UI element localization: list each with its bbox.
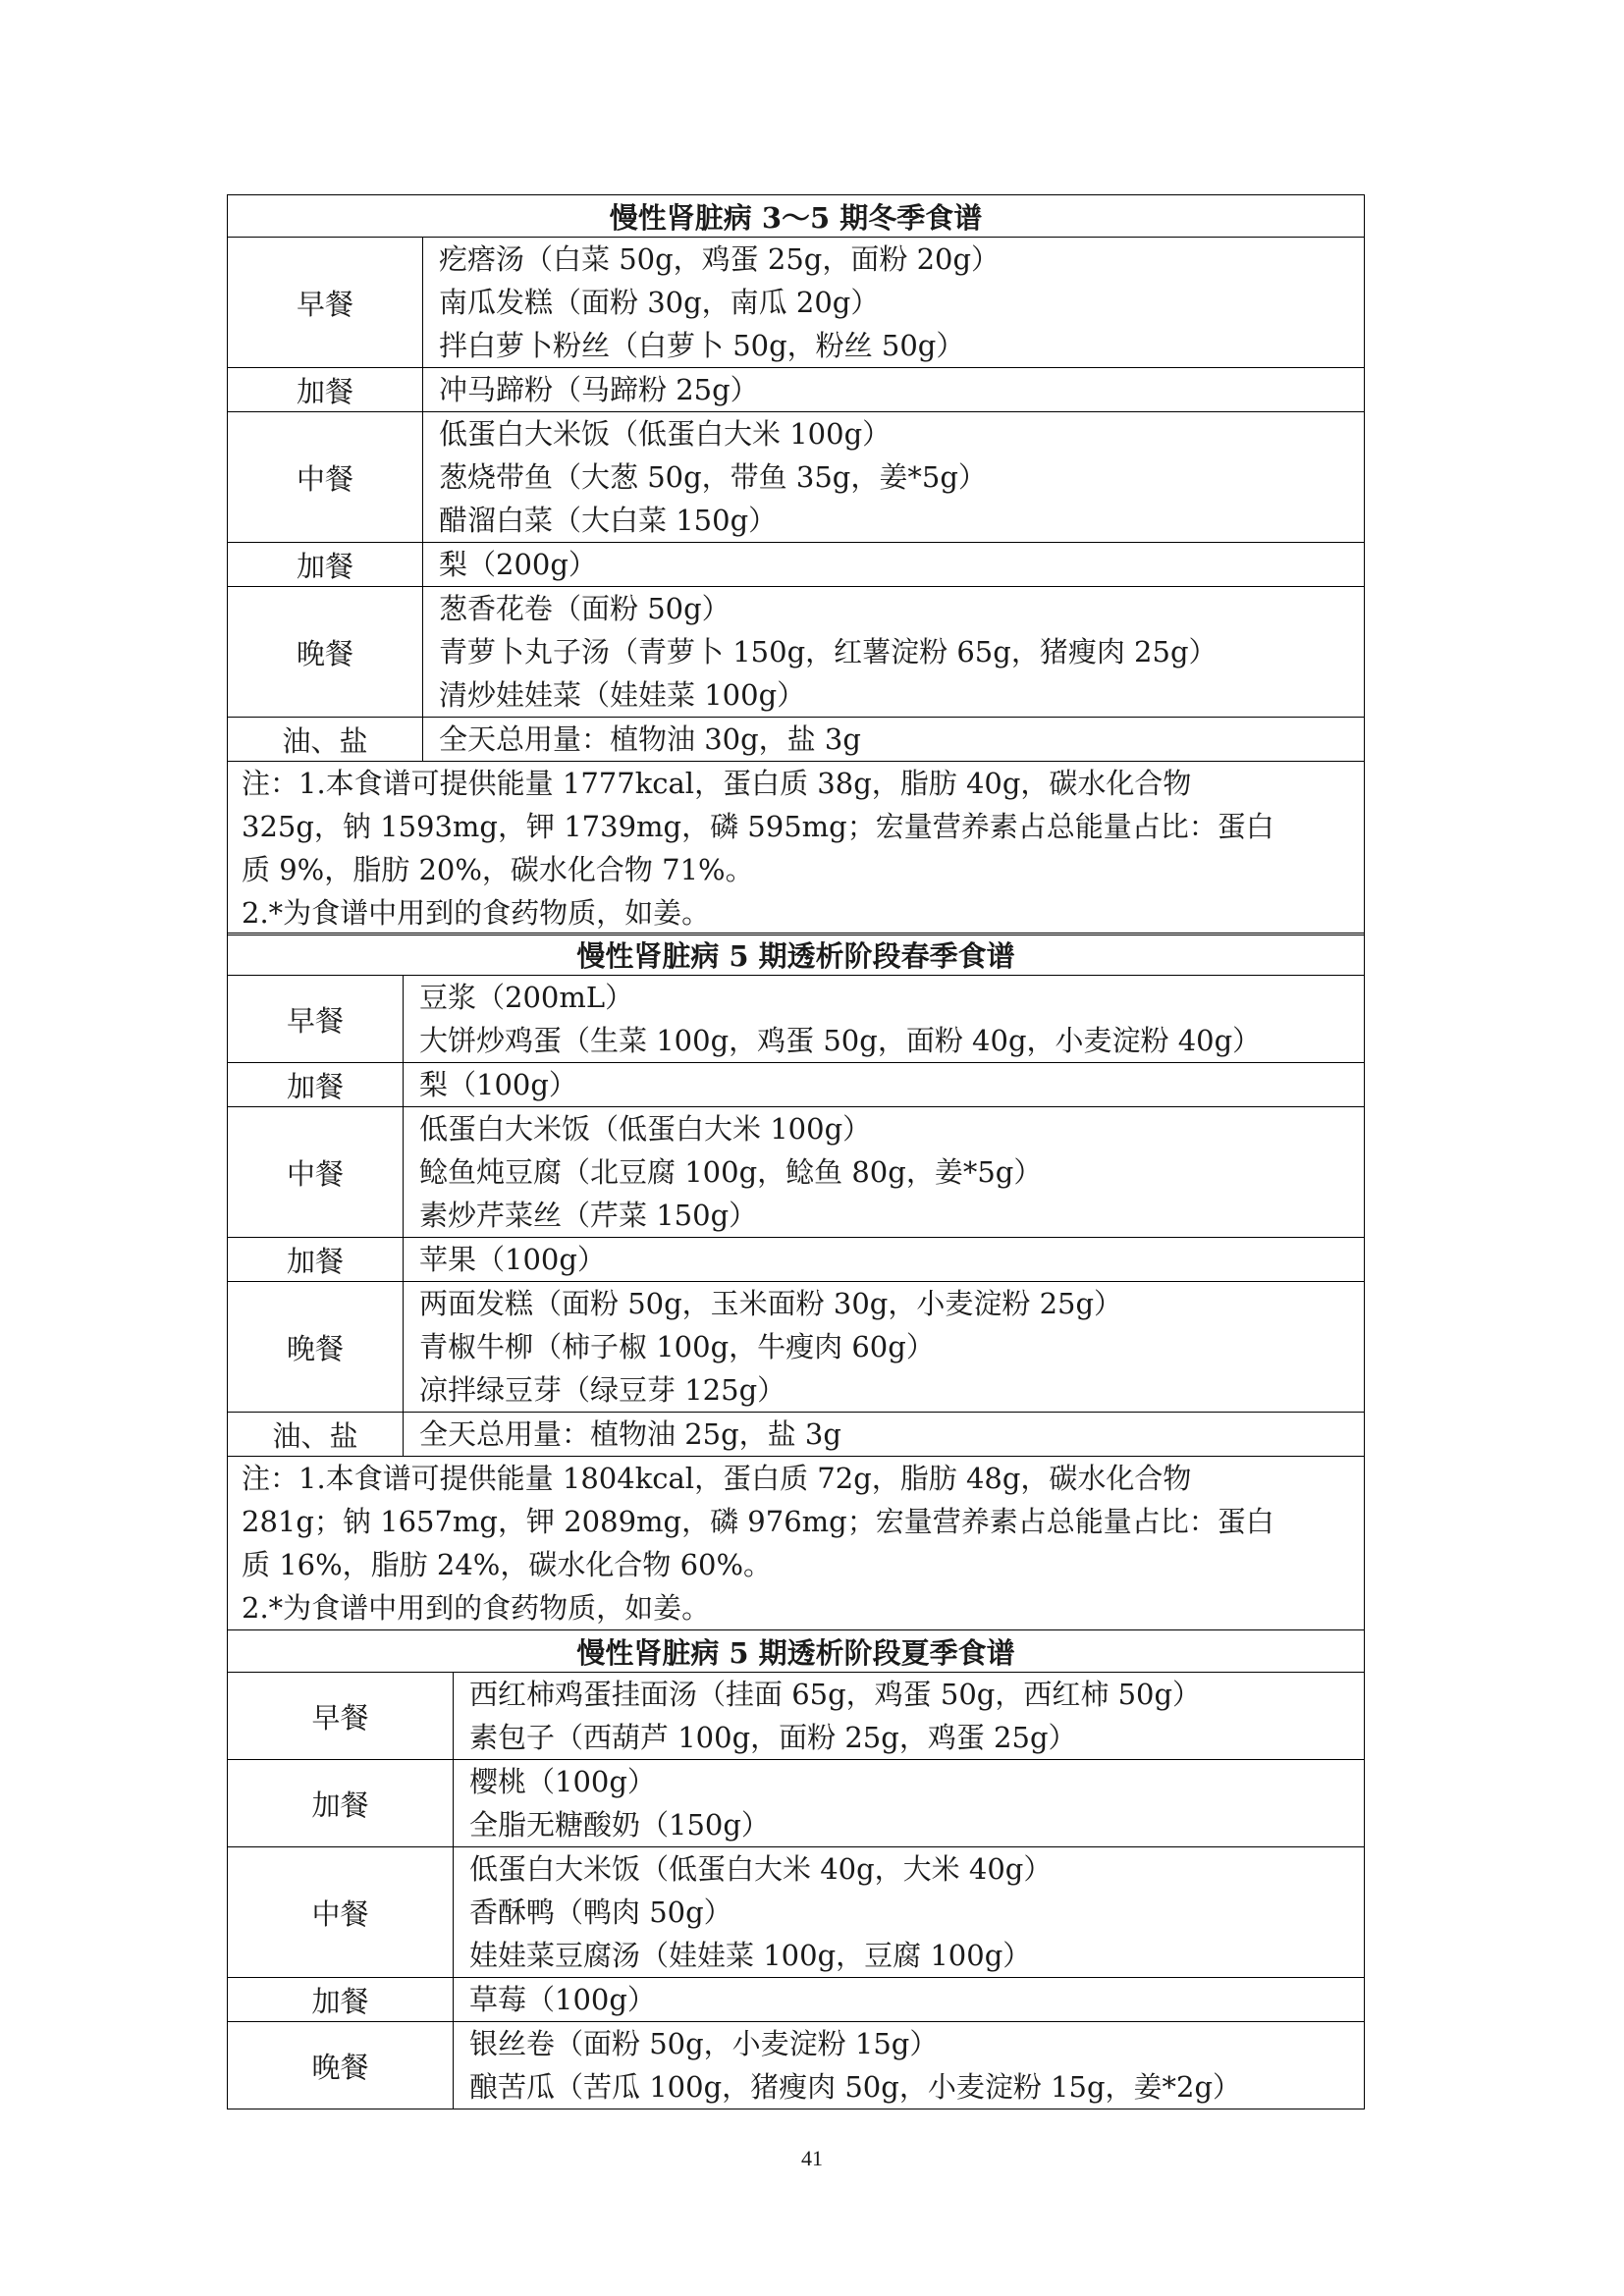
meal-label: 加餐	[228, 1063, 404, 1107]
note-line: 注：1.本食谱可提供能量 1804kcal，蛋白质 72g，脂肪 48g，碳水化合物	[242, 1462, 1192, 1495]
dish-line: 拌白萝卜粉丝（白萝卜 50g，粉丝 50g）	[439, 329, 965, 362]
meal-label: 加餐	[228, 1238, 404, 1282]
meal-label: 中餐	[228, 1847, 454, 1978]
meal-label: 中餐	[228, 412, 423, 543]
dish-line: 梨（100g）	[419, 1068, 577, 1101]
dish-line: 素炒芹菜丝（芹菜 150g）	[419, 1199, 758, 1232]
dish-line: 低蛋白大米饭（低蛋白大米 100g）	[419, 1112, 872, 1146]
dish-line: 南瓜发糕（面粉 30g，南瓜 20g）	[439, 286, 880, 319]
meal-items	[454, 1978, 1365, 2022]
note-line: 质 9%，脂肪 20%，碳水化合物 71%。	[242, 853, 754, 886]
dish-line: 酿苦瓜（苦瓜 100g，猪瘦肉 50g，小麦淀粉 15g，姜*2g）	[469, 2070, 1242, 2104]
menu-table-summer	[227, 1629, 1365, 2109]
dish-line: 西红柿鸡蛋挂面汤（挂面 65g，鸡蛋 50g，西红柿 50g）	[469, 1678, 1202, 1711]
meal-items	[423, 543, 1365, 587]
meal-label: 加餐	[228, 368, 423, 412]
meal-items	[454, 1673, 1365, 1760]
dish-line: 葱烧带鱼（大葱 50g，带鱼 35g，姜*5g）	[439, 460, 987, 494]
dish-line: 鲶鱼炖豆腐（北豆腐 100g，鲶鱼 80g，姜*5g）	[419, 1155, 1043, 1189]
meal-label: 加餐	[228, 1978, 454, 2022]
meal-label: 油、盐	[228, 718, 423, 762]
dish-line: 全天总用量：植物油 25g，盐 3g	[419, 1417, 841, 1451]
meal-label: 晚餐	[228, 587, 423, 718]
dish-line: 全脂无糖酸奶（150g）	[469, 1808, 770, 1842]
menu-title: 慢性肾脏病 5 期透析阶段夏季食谱	[228, 1630, 1365, 1673]
meal-label: 早餐	[228, 238, 423, 368]
dish-line: 草莓（100g）	[469, 1983, 656, 2016]
dish-line: 梨（200g）	[439, 548, 597, 581]
dish-line: 葱香花卷（面粉 50g）	[439, 592, 731, 625]
note-line: 注：1.本食谱可提供能量 1777kcal，蛋白质 38g，脂肪 40g，碳水化合物	[242, 767, 1192, 800]
nutrition-note	[228, 762, 1365, 935]
dish-line: 豆浆（200mL）	[419, 981, 634, 1014]
meal-items	[423, 368, 1365, 412]
dish-line: 凉拌绿豆芽（绿豆芽 125g）	[419, 1373, 786, 1407]
dish-line: 低蛋白大米饭（低蛋白大米 100g）	[439, 417, 892, 451]
dish-line: 疙瘩汤（白菜 50g，鸡蛋 25g，面粉 20g）	[439, 242, 1001, 276]
meal-label: 晚餐	[228, 1282, 404, 1413]
dish-line: 香酥鸭（鸭肉 50g）	[469, 1896, 732, 1929]
meal-items	[423, 718, 1365, 762]
meal-items	[454, 1760, 1365, 1847]
note-line: 281g；钠 1657mg，钾 2089mg，磷 976mg；宏量营养素占总能量占比：蛋白	[242, 1505, 1274, 1538]
note-line: 2.*为食谱中用到的食药物质，如姜。	[242, 896, 711, 930]
meal-label: 油、盐	[228, 1413, 404, 1457]
dish-line: 樱桃（100g）	[469, 1765, 656, 1798]
nutrition-note	[228, 1457, 1365, 1630]
dish-line: 青萝卜丸子汤（青萝卜 150g，红薯淀粉 65g，猪瘦肉 25g）	[439, 635, 1218, 668]
meal-items	[423, 587, 1365, 718]
meal-label: 加餐	[228, 543, 423, 587]
note-line: 2.*为食谱中用到的食药物质，如姜。	[242, 1591, 711, 1625]
dish-line: 苹果（100g）	[419, 1243, 606, 1276]
meal-items	[404, 1413, 1365, 1457]
meal-items	[454, 2022, 1365, 2109]
note-line: 325g，钠 1593mg，钾 1739mg，磷 595mg；宏量营养素占总能量占比：蛋白	[242, 810, 1274, 843]
meal-items	[404, 1107, 1365, 1238]
dish-line: 冲马蹄粉（马蹄粉 25g）	[439, 373, 759, 406]
page-number: 41	[801, 2146, 823, 2170]
dish-line: 青椒牛柳（柿子椒 100g，牛瘦肉 60g）	[419, 1330, 935, 1363]
meal-label: 早餐	[228, 1673, 454, 1760]
menu-title: 慢性肾脏病 5 期透析阶段春季食谱	[228, 934, 1365, 976]
dish-line: 素包子（西葫芦 100g，面粉 25g，鸡蛋 25g）	[469, 1721, 1077, 1754]
meal-items	[404, 1282, 1365, 1413]
meal-label: 晚餐	[228, 2022, 454, 2109]
meal-label: 加餐	[228, 1760, 454, 1847]
meal-items	[404, 1238, 1365, 1282]
meal-label: 早餐	[228, 976, 404, 1063]
menu-title: 慢性肾脏病 3～5 期冬季食谱	[228, 195, 1365, 238]
meal-items	[423, 238, 1365, 368]
meal-items	[404, 1063, 1365, 1107]
dish-line: 银丝卷（面粉 50g，小麦淀粉 15g）	[469, 2027, 939, 2060]
menu-table-winter	[227, 194, 1365, 935]
dish-line: 醋溜白菜（大白菜 150g）	[439, 504, 778, 537]
dish-line: 清炒娃娃菜（娃娃菜 100g）	[439, 678, 806, 712]
dish-line: 两面发糕（面粉 50g，玉米面粉 30g，小麦淀粉 25g）	[419, 1287, 1123, 1320]
dish-line: 大饼炒鸡蛋（生菜 100g，鸡蛋 50g，面粉 40g，小麦淀粉 40g）	[419, 1024, 1262, 1057]
meal-items	[404, 976, 1365, 1063]
meal-items	[454, 1847, 1365, 1978]
dish-line: 全天总用量：植物油 30g，盐 3g	[439, 722, 861, 756]
dish-line: 娃娃菜豆腐汤（娃娃菜 100g，豆腐 100g）	[469, 1939, 1032, 1972]
meal-items	[423, 412, 1365, 543]
meal-label: 中餐	[228, 1107, 404, 1238]
dish-line: 低蛋白大米饭（低蛋白大米 40g，大米 40g）	[469, 1852, 1053, 1886]
note-line: 质 16%，脂肪 24%，碳水化合物 60%。	[242, 1548, 773, 1581]
menu-table-spring	[227, 933, 1365, 1630]
